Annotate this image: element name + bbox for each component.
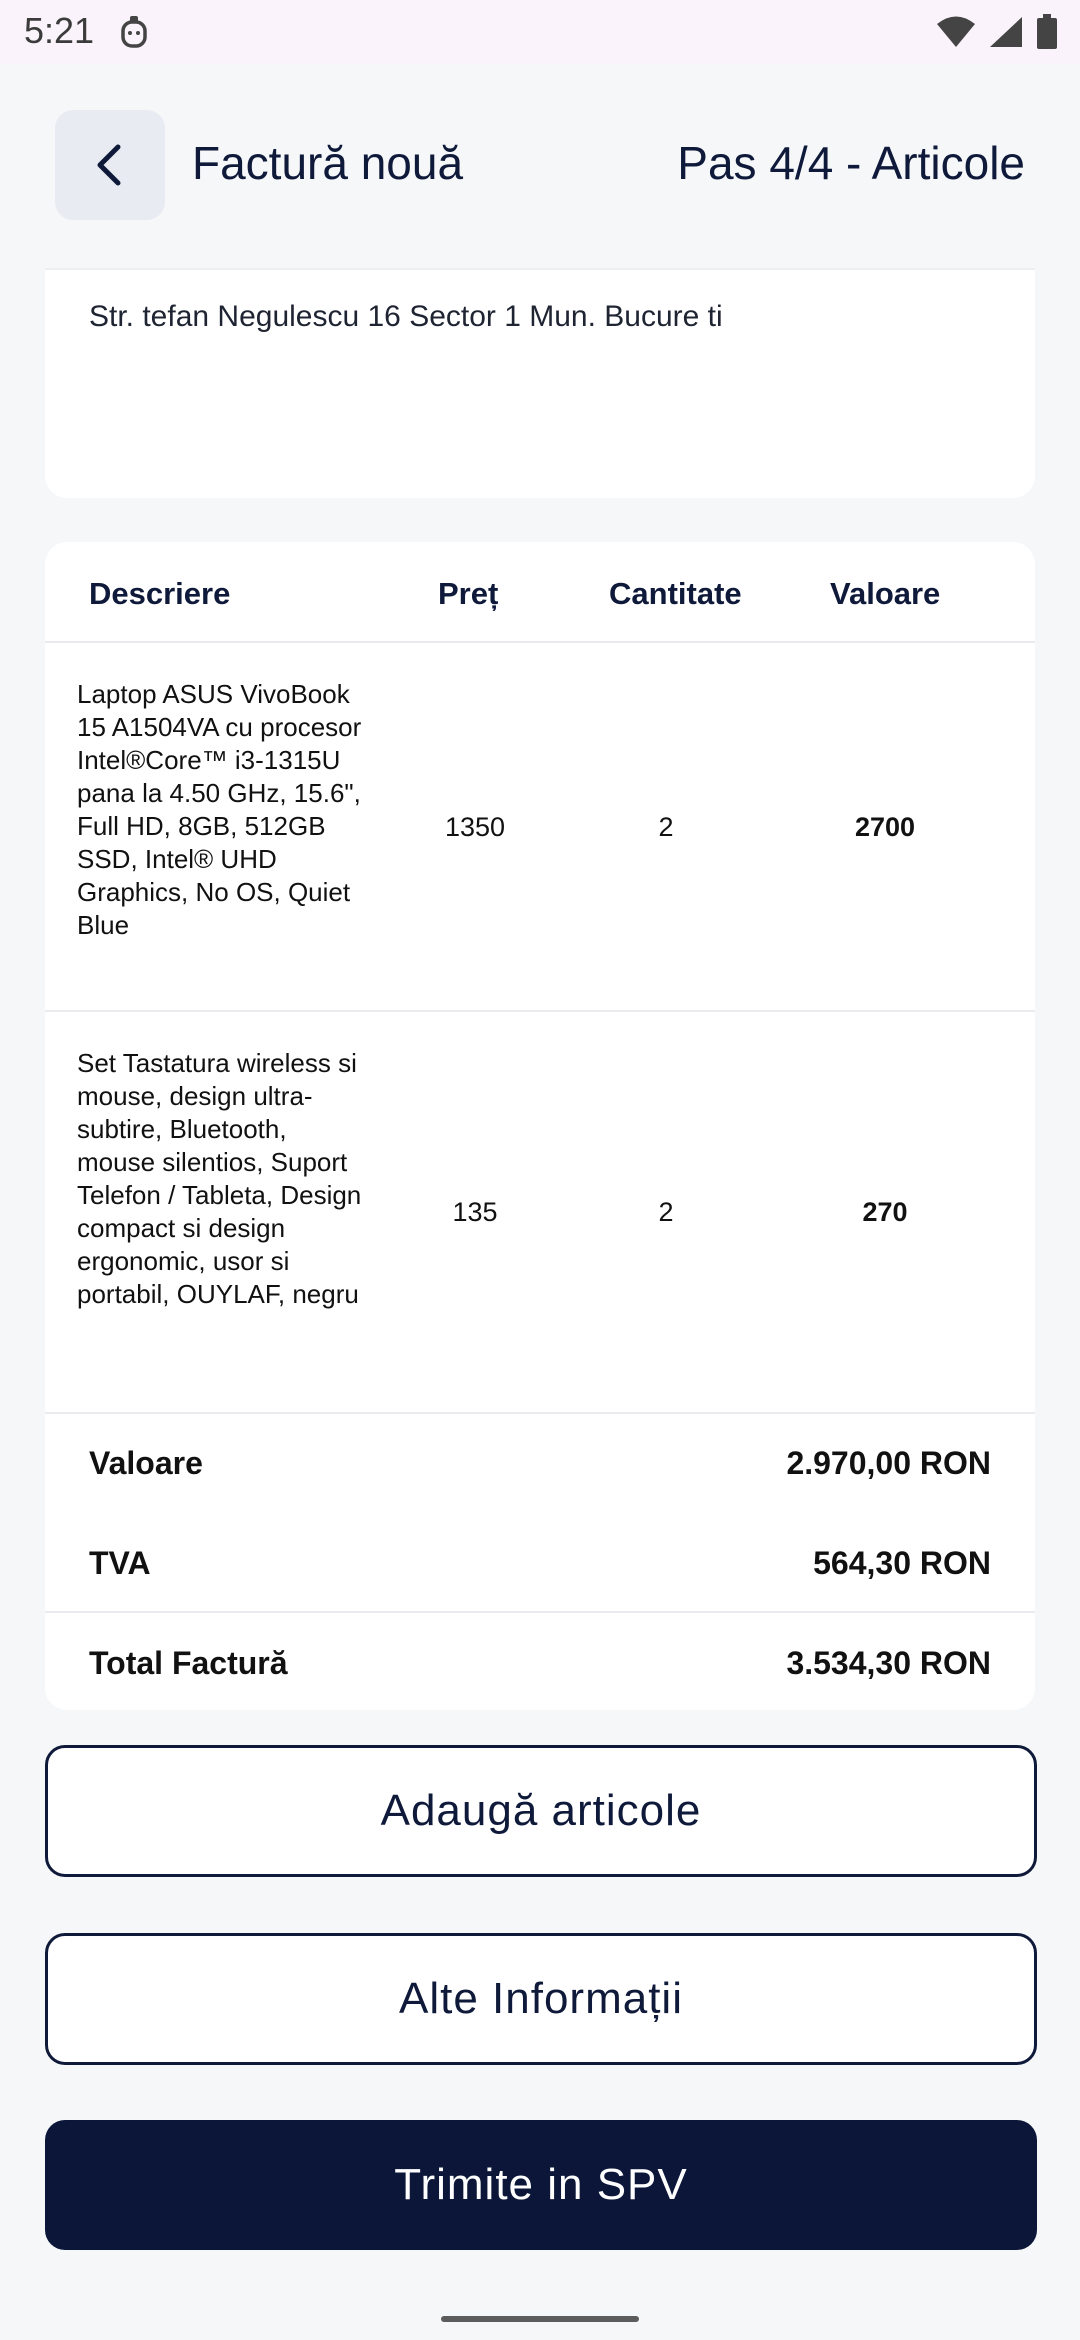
app-header [0, 64, 1080, 268]
client-address-card [45, 268, 1035, 498]
divider [45, 1010, 1035, 1012]
client-address: Str. tefan Negulescu 16 Sector 1 Mun. Bucure ti [89, 300, 723, 333]
vat-amount: 564,30 RON [813, 1545, 991, 1581]
wifi-icon [936, 15, 976, 49]
total-amount: 3.534,30 RON [786, 1645, 991, 1681]
row-2-quantity: 2 [658, 1197, 674, 1227]
vat-label: TVA [89, 1545, 151, 1581]
page-title: Factură nouă [192, 137, 464, 189]
header-quantity: Cantitate [609, 576, 742, 611]
other-info-button[interactable]: Alte Informații [45, 1933, 1037, 2065]
add-items-button[interactable]: Adaugă articole [45, 1745, 1037, 1877]
row-2-description: Set Tastatura wireless si mouse, design ultra-subtire, Bluetooth, mouse silentios, Suport Telefon / Tableta, Design compact si design ergonomic, usor si portabil, OUYLAF, negru [77, 1048, 362, 1309]
signal-icon [988, 15, 1024, 49]
row-2-value: 270 [862, 1197, 908, 1227]
items-table [45, 542, 1035, 1710]
divider [45, 1412, 1035, 1414]
header-price: Preț [438, 576, 499, 611]
home-indicator[interactable] [441, 2316, 639, 2322]
chevron-left-icon [90, 141, 130, 189]
notification-icon [118, 14, 150, 50]
battery-icon [1036, 14, 1058, 50]
header-description: Descriere [89, 576, 231, 611]
status-icons [936, 14, 1058, 50]
header-value: Valoare [830, 576, 941, 611]
back-button[interactable] [55, 110, 165, 220]
status-time: 5:21 [24, 10, 95, 51]
divider [45, 641, 1035, 643]
send-spv-button[interactable]: Trimite in SPV [45, 2120, 1037, 2250]
divider [45, 1611, 1035, 1613]
subtotal-amount: 2.970,00 RON [786, 1445, 991, 1481]
row-1-value: 2700 [854, 812, 916, 842]
total-label: Total Factură [89, 1645, 288, 1681]
status-bar [0, 0, 1080, 64]
row-1-price: 1350 [444, 812, 506, 842]
row-1-description: Laptop ASUS VivoBook 15 A1504VA cu procesor Intel®Core™ i3-1315U pana la 4.50 GHz, 15.6", Full HD, 8GB, 512GB SSD, Intel® UHD Graphics, No OS, Quiet Blue [77, 679, 362, 940]
subtotal-label: Valoare [89, 1445, 203, 1481]
step-indicator: Pas 4/4 - Articole [677, 137, 1025, 189]
row-2-price: 135 [452, 1197, 498, 1227]
row-1-quantity: 2 [658, 812, 674, 842]
